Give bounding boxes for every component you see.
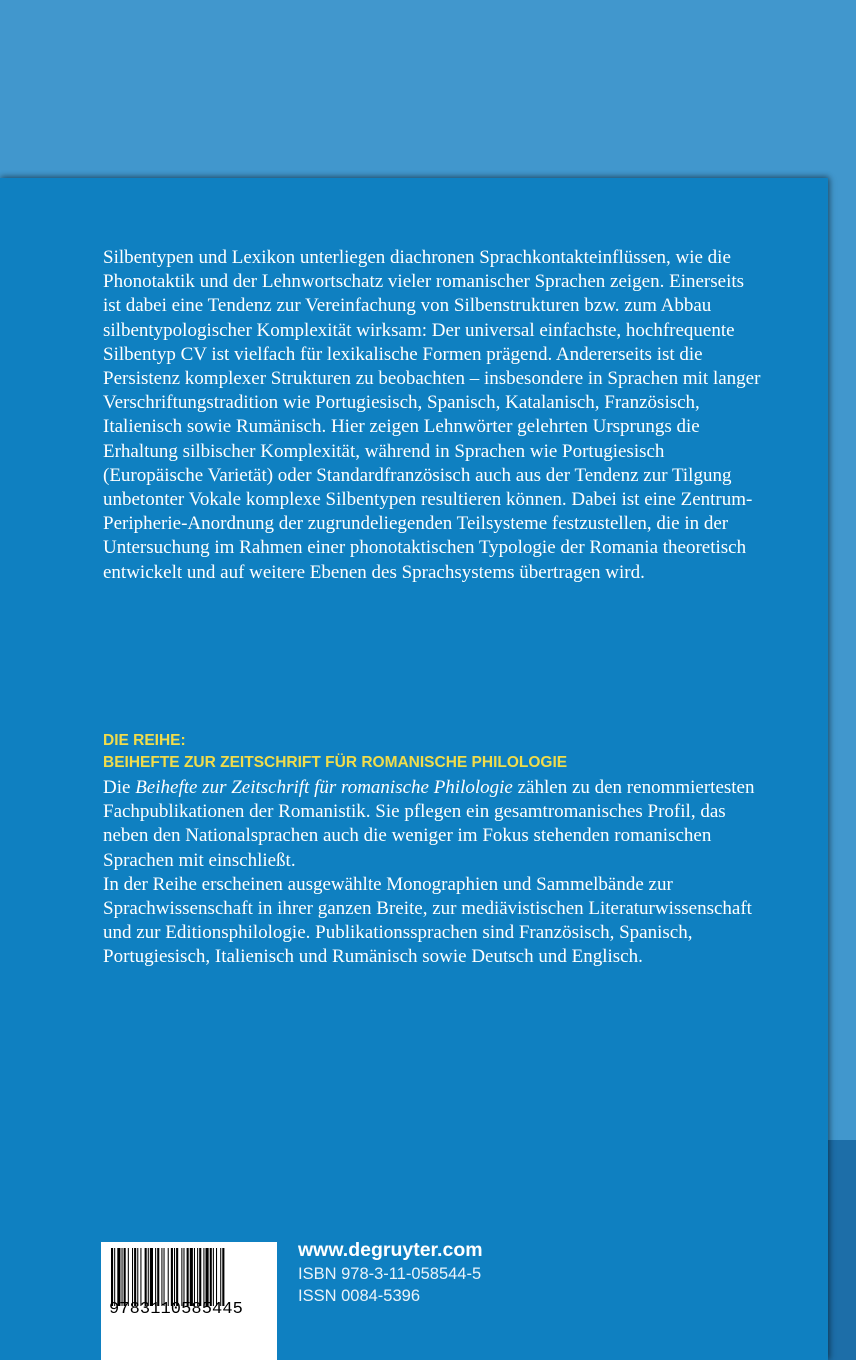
series-heading <box>103 730 763 774</box>
barcode-bar <box>168 1248 169 1306</box>
barcode-bar <box>183 1248 184 1306</box>
barcode-digits: 9783110585445 <box>109 1300 243 1319</box>
publisher-url[interactable]: www.degruyter.com <box>298 1239 483 1261</box>
barcode-bar <box>206 1248 209 1306</box>
barcode-bar <box>132 1248 133 1306</box>
book-description: Silbentypen und Lexikon unterliegen diachronen Sprachkontakteinflüssen, wie die Phonotaktik und der Lehnwortschatz vieler romanischer Sprachen zeigen. Einerseits ist dabei eine Tendenz zur Vereinfachung von Silbenstrukturen bzw. zum Abbau silbentypologischer Komplexität wirksam: Der universal einfachste, hochfrequente Silbentyp CV ist vielfach für lexikalische Formen prägend. Andererseits ist die Persistenz komplexer Strukturen zu beobachten – insbesondere in Sprachen mit langer Verschriftungstradition wie Portugiesisch, Spanisch, Katalanisch, Französisch, Italienisch sowie Rumänisch. Hier zeigen Lehnwörter gelehrten Ursprungs die Erhaltung silbischer Komplexität, während in Sprachen wie Portugiesisch (Europäische Varietät) oder Standardfranzösisch auch aus der Tendenz zur Tilgung unbetonter Vokale komplexe Silbentypen resultieren können. Dabei ist eine Zentrum-Peripherie-Anordnung der zugrundeliegenden Teilsysteme festzustellen, die in der Untersuchung im Rahmen einer phonotaktischen Typologie der Romania theoretisch entwickelt und auf weitere Ebenen des Sprachsystems übertragen wird. <box>103 247 761 583</box>
issn-number: ISSN 0084-5396 <box>298 1287 421 1305</box>
barcode-bar <box>134 1248 136 1306</box>
barcode-bars <box>109 1248 269 1306</box>
barcode-bar <box>122 1248 123 1306</box>
barcode-bar <box>124 1248 126 1306</box>
barcode-bar <box>194 1248 195 1306</box>
isbn-number: ISBN 978-3-11-058544-5 <box>298 1265 482 1283</box>
publisher-info <box>298 1237 483 1307</box>
barcode-bar <box>213 1248 214 1306</box>
barcode-bar <box>161 1248 162 1306</box>
series-intro-rest: zählen zu den renommiertesten Fachpublikationen der Romanistik. Sie pflegen ein gesamtromanisches Profil, das neben den Nationalsprachen auch die weniger im Fokus stehenden romanischen Sprachen mit einschließt. <box>103 777 755 871</box>
barcode-bar <box>210 1248 212 1306</box>
cover-edge-strip <box>828 1140 856 1360</box>
barcode-bar <box>128 1248 129 1306</box>
barcode-bar <box>174 1248 175 1306</box>
barcode <box>101 1242 277 1360</box>
barcode-bar <box>157 1248 159 1306</box>
barcode-bar <box>164 1248 165 1306</box>
barcode-bar <box>181 1248 182 1306</box>
barcode-bar <box>114 1248 115 1306</box>
series-paragraph-2: In der Reihe erscheinen ausgewählte Monographien und Sammelbände zur Sprachwissenschaft in ihrer ganzen Breite, zur mediävistischen Literaturwissenschaft und zur Editionsphilologie. Publikationssprachen sind Französisch, Spanisch, Portugiesisch, Italienisch und Rumänisch sowie Deutsch und Englisch. <box>103 873 752 968</box>
barcode-bar <box>111 1248 113 1306</box>
series-heading-line1: DIE REIHE: <box>103 732 186 749</box>
barcode-bar <box>203 1248 204 1306</box>
barcode-bar <box>150 1248 153 1306</box>
barcode-bar <box>197 1248 198 1306</box>
series-title-italic: Beihefte zur Zeitschrift für romanische Philologie <box>135 777 513 798</box>
series-intro-prefix: Die <box>103 777 136 798</box>
barcode-bar <box>199 1248 201 1306</box>
barcode-bar <box>155 1248 156 1306</box>
series-heading-line2: BEIHEFTE ZUR ZEITSCHRIFT FÜR ROMANISCHE PHILOLOGIE <box>103 754 568 771</box>
barcode-bar <box>176 1248 178 1306</box>
barcode-bar <box>145 1248 147 1306</box>
barcode-bar <box>216 1248 217 1306</box>
series-paragraph-1 <box>103 776 763 873</box>
barcode-bar <box>148 1248 149 1306</box>
barcode-bar <box>190 1248 193 1306</box>
barcode-bar <box>222 1248 224 1306</box>
barcode-bar <box>187 1248 189 1306</box>
barcode-bar <box>140 1248 141 1306</box>
barcode-bar <box>171 1248 173 1306</box>
series-description <box>103 776 763 970</box>
barcode-bar <box>137 1248 138 1306</box>
barcode-bar <box>117 1248 120 1306</box>
barcode-bar <box>220 1248 221 1306</box>
